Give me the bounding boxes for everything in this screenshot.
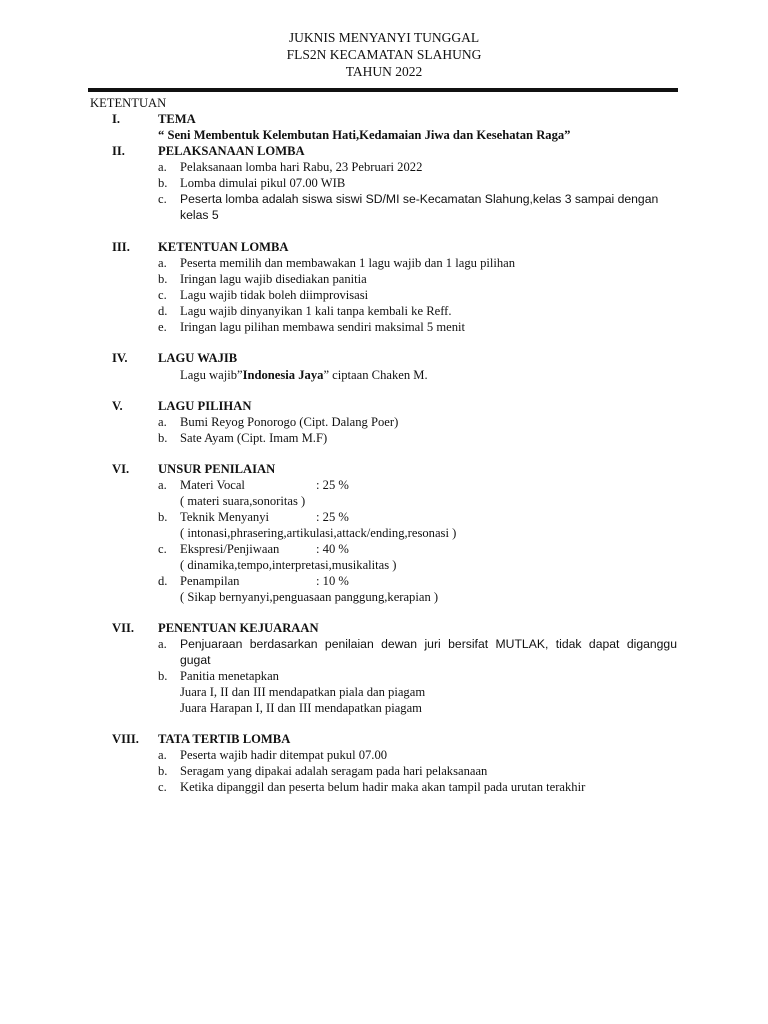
list-item-text: Ketika dipanggil dan peserta belum hadir maka akan tampil pada urutan terakhir <box>180 780 586 794</box>
list-item-letter: a. <box>158 637 167 651</box>
criterion-note: ( dinamika,tempo,interpretasi,musikalitas ) <box>180 558 397 572</box>
award-line: Juara Harapan I, II dan III mendapatkan piagam <box>180 701 422 715</box>
section-8-title: TATA TERTIB LOMBA <box>158 732 291 746</box>
list-item-text: Seragam yang dipakai adalah seragam pada hari pelaksanaan <box>180 764 488 778</box>
section-2-title: PELAKSANAAN LOMBA <box>158 144 305 158</box>
list-item-letter: c. <box>158 192 167 206</box>
list-item-text: Panitia menetapkan <box>180 669 279 683</box>
list-item-text: Lomba dimulai pikul 07.00 WIB <box>180 176 346 190</box>
list-item-letter: b. <box>158 176 168 190</box>
list-item-letter: d. <box>158 304 168 318</box>
list-item-letter: b. <box>158 669 168 683</box>
section-6-title: UNSUR PENILAIAN <box>158 462 276 476</box>
section-6-number: VI. <box>112 462 130 476</box>
list-item-letter: d. <box>158 574 168 588</box>
criterion-label: Penampilan <box>180 574 240 588</box>
award-line: Juara I, II dan III mendapatkan piala dan piagam <box>180 685 426 699</box>
document-subtitle: FLS2N KECAMATAN SLAHUNG <box>286 47 482 62</box>
section-1-title: TEMA <box>158 112 196 126</box>
compulsory-song-prefix: Lagu wajib” <box>180 368 243 382</box>
section-4-number: IV. <box>112 351 128 365</box>
list-item-letter: a. <box>158 160 167 174</box>
list-item-text: Iringan lagu pilihan membawa sendiri maksimal 5 menit <box>180 320 466 334</box>
list-item-text: Lagu wajib dinyanyikan 1 kali tanpa kembali ke Reff. <box>180 304 452 318</box>
document-year: TAHUN 2022 <box>345 64 423 79</box>
ketentuan-label: KETENTUAN <box>90 96 167 110</box>
criterion-label: Materi Vocal <box>180 478 245 492</box>
list-item-text: Peserta wajib hadir ditempat pukul 07.00 <box>180 748 388 762</box>
criterion-weight: : 25 % <box>316 478 349 492</box>
list-item-text: Sate Ayam (Cipt. Imam M.F) <box>180 431 328 445</box>
compulsory-song-composer: ” ciptaan Chaken M. <box>323 368 428 382</box>
criterion-weight: : 10 % <box>316 574 349 588</box>
section-7-number: VII. <box>112 621 135 635</box>
list-item-continuation: kelas 5 <box>180 208 219 222</box>
list-item-letter: b. <box>158 764 168 778</box>
section-3-number: III. <box>112 240 130 254</box>
section-4-title: LAGU WAJIB <box>158 351 238 365</box>
section-5-number: V. <box>112 399 123 413</box>
list-item-text: Iringan lagu wajib disediakan panitia <box>180 272 367 286</box>
list-item-text: Peserta lomba adalah siswa siswi SD/MI se-Kecamatan Slahung,kelas 3 sampai dengan <box>180 192 659 206</box>
criterion-weight: : 25 % <box>316 510 349 524</box>
list-item-letter: e. <box>158 320 167 334</box>
list-item-text: Bumi Reyog Ponorogo (Cipt. Dalang Poer) <box>180 415 399 429</box>
compulsory-song-title: Indonesia Jaya <box>242 368 324 382</box>
list-item-letter: a. <box>158 415 167 429</box>
list-item-letter: a. <box>158 256 167 270</box>
list-item-letter: b. <box>158 431 168 445</box>
criterion-label: Ekspresi/Penjiwaan <box>180 542 280 556</box>
list-item-letter: b. <box>158 272 168 286</box>
list-item-letter: c. <box>158 288 167 302</box>
criterion-weight: : 40 % <box>316 542 349 556</box>
list-item-letter: c. <box>158 542 167 556</box>
theme-text: “ Seni Membentuk Kelembutan Hati,Kedamaian Jiwa dan Kesehatan Raga” <box>158 128 571 142</box>
criterion-note: ( materi suara,sonoritas ) <box>180 494 306 508</box>
list-item-text: Peserta memilih dan membawakan 1 lagu wajib dan 1 lagu pilihan <box>180 256 516 270</box>
section-1-number: I. <box>112 112 121 126</box>
section-3-title: KETENTUAN LOMBA <box>158 240 289 254</box>
criterion-note: ( intonasi,phrasering,artikulasi,attack/ending,resonasi ) <box>180 526 457 540</box>
compulsory-song-line <box>180 368 428 384</box>
list-item-letter: a. <box>158 748 167 762</box>
criterion-note: ( Sikap bernyanyi,penguasaan panggung,kerapian ) <box>180 590 439 604</box>
section-2-number: II. <box>112 144 125 158</box>
criterion-label: Teknik Menyanyi <box>180 510 270 524</box>
section-5-title: LAGU PILIHAN <box>158 399 252 413</box>
section-8-number: VIII. <box>112 732 139 746</box>
document-title: JUKNIS MENYANYI TUNGGAL <box>288 30 480 45</box>
list-item-letter: c. <box>158 780 167 794</box>
list-item-text: Pelaksanaan lomba hari Rabu, 23 Pebruari 2022 <box>180 160 423 174</box>
list-item-text: Penjuaraan berdasarkan penilaian dewan juri bersifat MUTLAK, tidak dapat diganggu <box>180 637 677 651</box>
header-divider <box>88 88 678 90</box>
list-item-continuation: gugat <box>180 653 211 667</box>
list-item-letter: b. <box>158 510 168 524</box>
section-7-title: PENENTUAN KEJUARAAN <box>158 621 319 635</box>
list-item-letter: a. <box>158 478 167 492</box>
list-item-text: Lagu wajib tidak boleh diimprovisasi <box>180 288 369 302</box>
